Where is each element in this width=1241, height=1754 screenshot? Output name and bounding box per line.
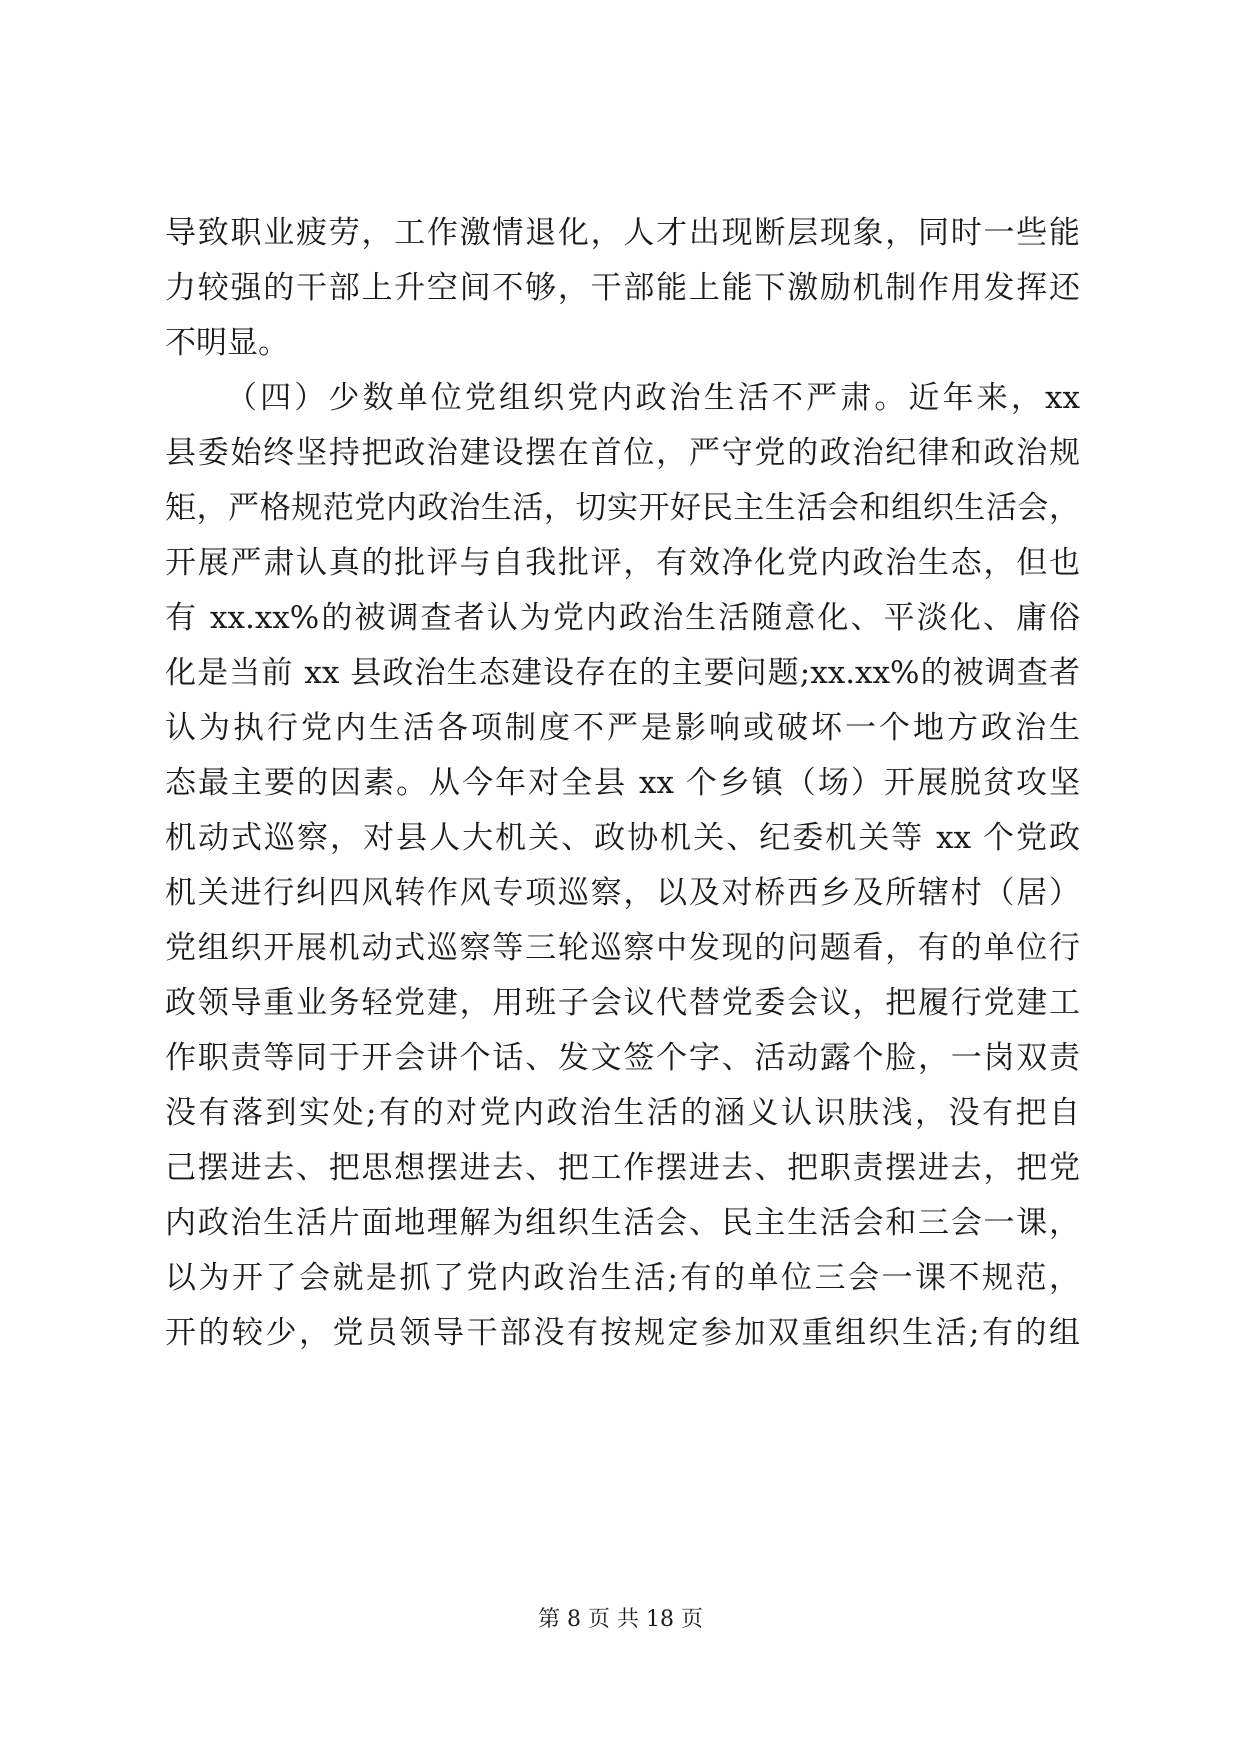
text-line: 己摆进去、把思想摆进去、把工作摆进去、把职责摆进去，把党	[165, 1150, 1080, 1186]
text-line: 没有落到实处;有的对党内政治生活的涵义认识肤浅，没有把自	[165, 1095, 1080, 1131]
text-line: 作职责等同于开会讲个话、发文签个字、活动露个脸，一岗双责	[165, 1040, 1080, 1076]
text-line: 开的较少，党员领导干部没有按规定参加双重组织生活;有的组	[165, 1315, 1080, 1351]
text-line: 政领导重业务轻党建，用班子会议代替党委会议，把履行党建工	[165, 985, 1080, 1021]
text-line: 以为开了会就是抓了党内政治生活;有的单位三会一课不规范，	[165, 1260, 1080, 1296]
text-line: 不明显。	[165, 325, 289, 361]
text-line: 矩，严格规范党内政治生活，切实开好民主生活会和组织生活会，	[165, 490, 1080, 526]
text-line: 认为执行党内生活各项制度不严是影响或破坏一个地方政治生	[165, 710, 1080, 746]
text-line: 内政治生活片面地理解为组织生活会、民主生活会和三会一课，	[165, 1205, 1080, 1241]
text-line: 县委始终坚持把政治建设摆在首位，严守党的政治纪律和政治规	[165, 435, 1080, 471]
text-line: 有 xx.xx%的被调查者认为党内政治生活随意化、平淡化、庸俗	[165, 600, 1080, 636]
text-line: 机动式巡察，对县人大机关、政协机关、纪委机关等 xx 个党政	[165, 820, 1080, 856]
text-line: 党组织开展机动式巡察等三轮巡察中发现的问题看，有的单位行	[165, 930, 1080, 966]
paragraph-start-line: （四）少数单位党组织党内政治生活不严肃。近年来，xx	[226, 380, 1080, 416]
page-number-footer: 第 8 页 共 18 页	[538, 1607, 703, 1632]
text-line: 开展严肃认真的批评与自我批评，有效净化党内政治生态，但也	[165, 545, 1080, 581]
text-line: 化是当前 xx 县政治生态建设存在的主要问题;xx.xx%的被调查者	[165, 655, 1080, 691]
text-line: 力较强的干部上升空间不够，干部能上能下激励机制作用发挥还	[165, 270, 1080, 306]
text-line: 导致职业疲劳，工作激情退化，人才出现断层现象，同时一些能	[165, 215, 1080, 251]
text-line: 态最主要的因素。从今年对全县 xx 个乡镇（场）开展脱贫攻坚	[165, 765, 1080, 801]
text-line: 机关进行纠四风转作风专项巡察，以及对桥西乡及所辖村（居）	[165, 875, 1080, 911]
